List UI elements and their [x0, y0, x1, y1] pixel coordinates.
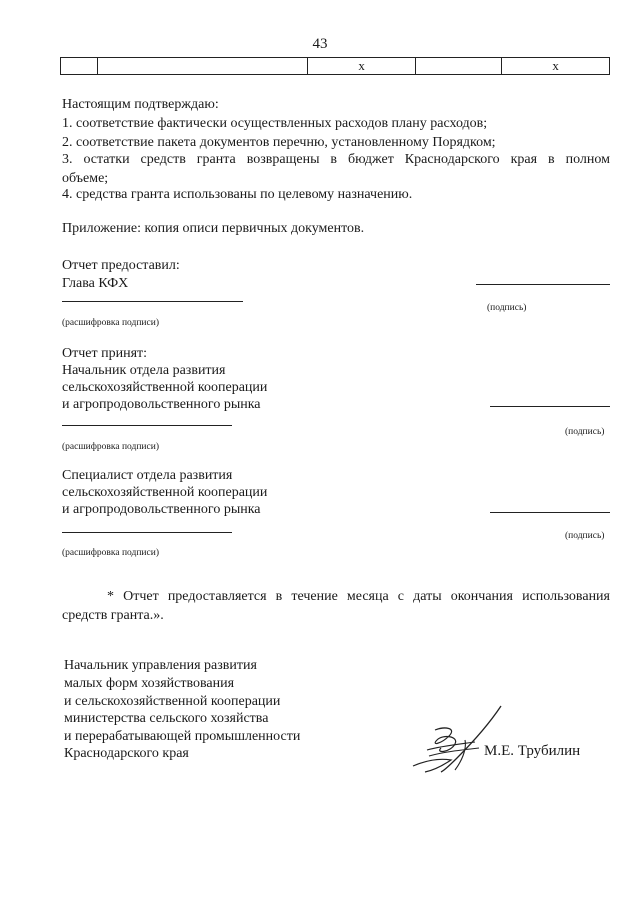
provided-decoding-line	[62, 301, 243, 302]
footnote-line-1: * Отчет предоставляется в течение месяца с даты окончания использования	[107, 589, 610, 604]
provided-position: Глава КФХ	[62, 276, 129, 291]
head-position-line-3: и сельскохозяйственной кооперации	[64, 694, 281, 709]
specialist-position-line-1: Специалист отдела развития	[62, 468, 233, 483]
accepted-position-line-2: сельскохозяйственной кооперации	[62, 380, 268, 395]
head-position-line-1: Начальник управления развития	[64, 658, 257, 673]
table-cell: х	[308, 58, 416, 75]
provided-decoding-caption: (расшифровка подписи)	[62, 318, 159, 328]
confirm-intro: Настоящим подтверждаю:	[62, 97, 219, 112]
confirm-item-1: 1. соответствие фактически осуществленных расходов плану расходов;	[62, 116, 488, 131]
accepted-signature-caption: (подпись)	[565, 427, 605, 437]
page-number: 43	[312, 36, 328, 52]
specialist-decoding-line	[62, 532, 232, 533]
accepted-label: Отчет принят:	[62, 346, 148, 361]
head-position-line-6: Краснодарского края	[64, 746, 189, 761]
provided-signature-line	[476, 284, 610, 285]
specialist-signature-caption: (подпись)	[565, 531, 605, 541]
accepted-decoding-line	[62, 425, 232, 426]
accepted-position-line-1: Начальник отдела развития	[62, 363, 226, 378]
footnote	[62, 587, 610, 625]
head-position-line-2: малых форм хозяйствования	[64, 676, 235, 691]
specialist-position-line-2: сельскохозяйственной кооперации	[62, 485, 268, 500]
table-row	[61, 58, 610, 75]
attachment-note: Приложение: копия описи первичных документов.	[62, 221, 365, 236]
table-cell: х	[502, 58, 610, 75]
head-position-line-5: и перерабатывающей промышленности	[64, 729, 301, 744]
confirm-item-3-line-2: объеме;	[62, 171, 109, 186]
specialist-decoding-caption: (расшифровка подписи)	[62, 548, 159, 558]
accepted-decoding-caption: (расшифровка подписи)	[62, 442, 159, 452]
accepted-position-line-3: и агропродовольственного рынка	[62, 397, 261, 412]
table-cell	[98, 58, 308, 75]
confirm-item-2: 2. соответствие пакета документов перечню, установленному Порядком;	[62, 135, 496, 150]
head-name: М.Е. Трубилин	[484, 743, 581, 759]
confirm-item-3-line-1: 3. остатки средств гранта возвращены в бюджет Краснодарского края в полном	[62, 152, 610, 167]
specialist-position-line-3: и агропродовольственного рынка	[62, 502, 261, 517]
specialist-signature-line	[490, 512, 610, 513]
continuation-table	[60, 57, 610, 75]
table-cell	[416, 58, 502, 75]
table-cell	[61, 58, 98, 75]
handwritten-signature	[405, 700, 515, 780]
accepted-signature-line	[490, 406, 610, 407]
provided-label: Отчет предоставил:	[62, 258, 180, 273]
confirm-item-3	[62, 150, 610, 188]
footnote-line-2: средств гранта.».	[62, 608, 164, 623]
confirm-item-4: 4. средства гранта использованы по целевому назначению.	[62, 187, 413, 202]
head-position-line-4: министерства сельского хозяйства	[64, 711, 269, 726]
provided-signature-caption: (подпись)	[487, 303, 527, 313]
